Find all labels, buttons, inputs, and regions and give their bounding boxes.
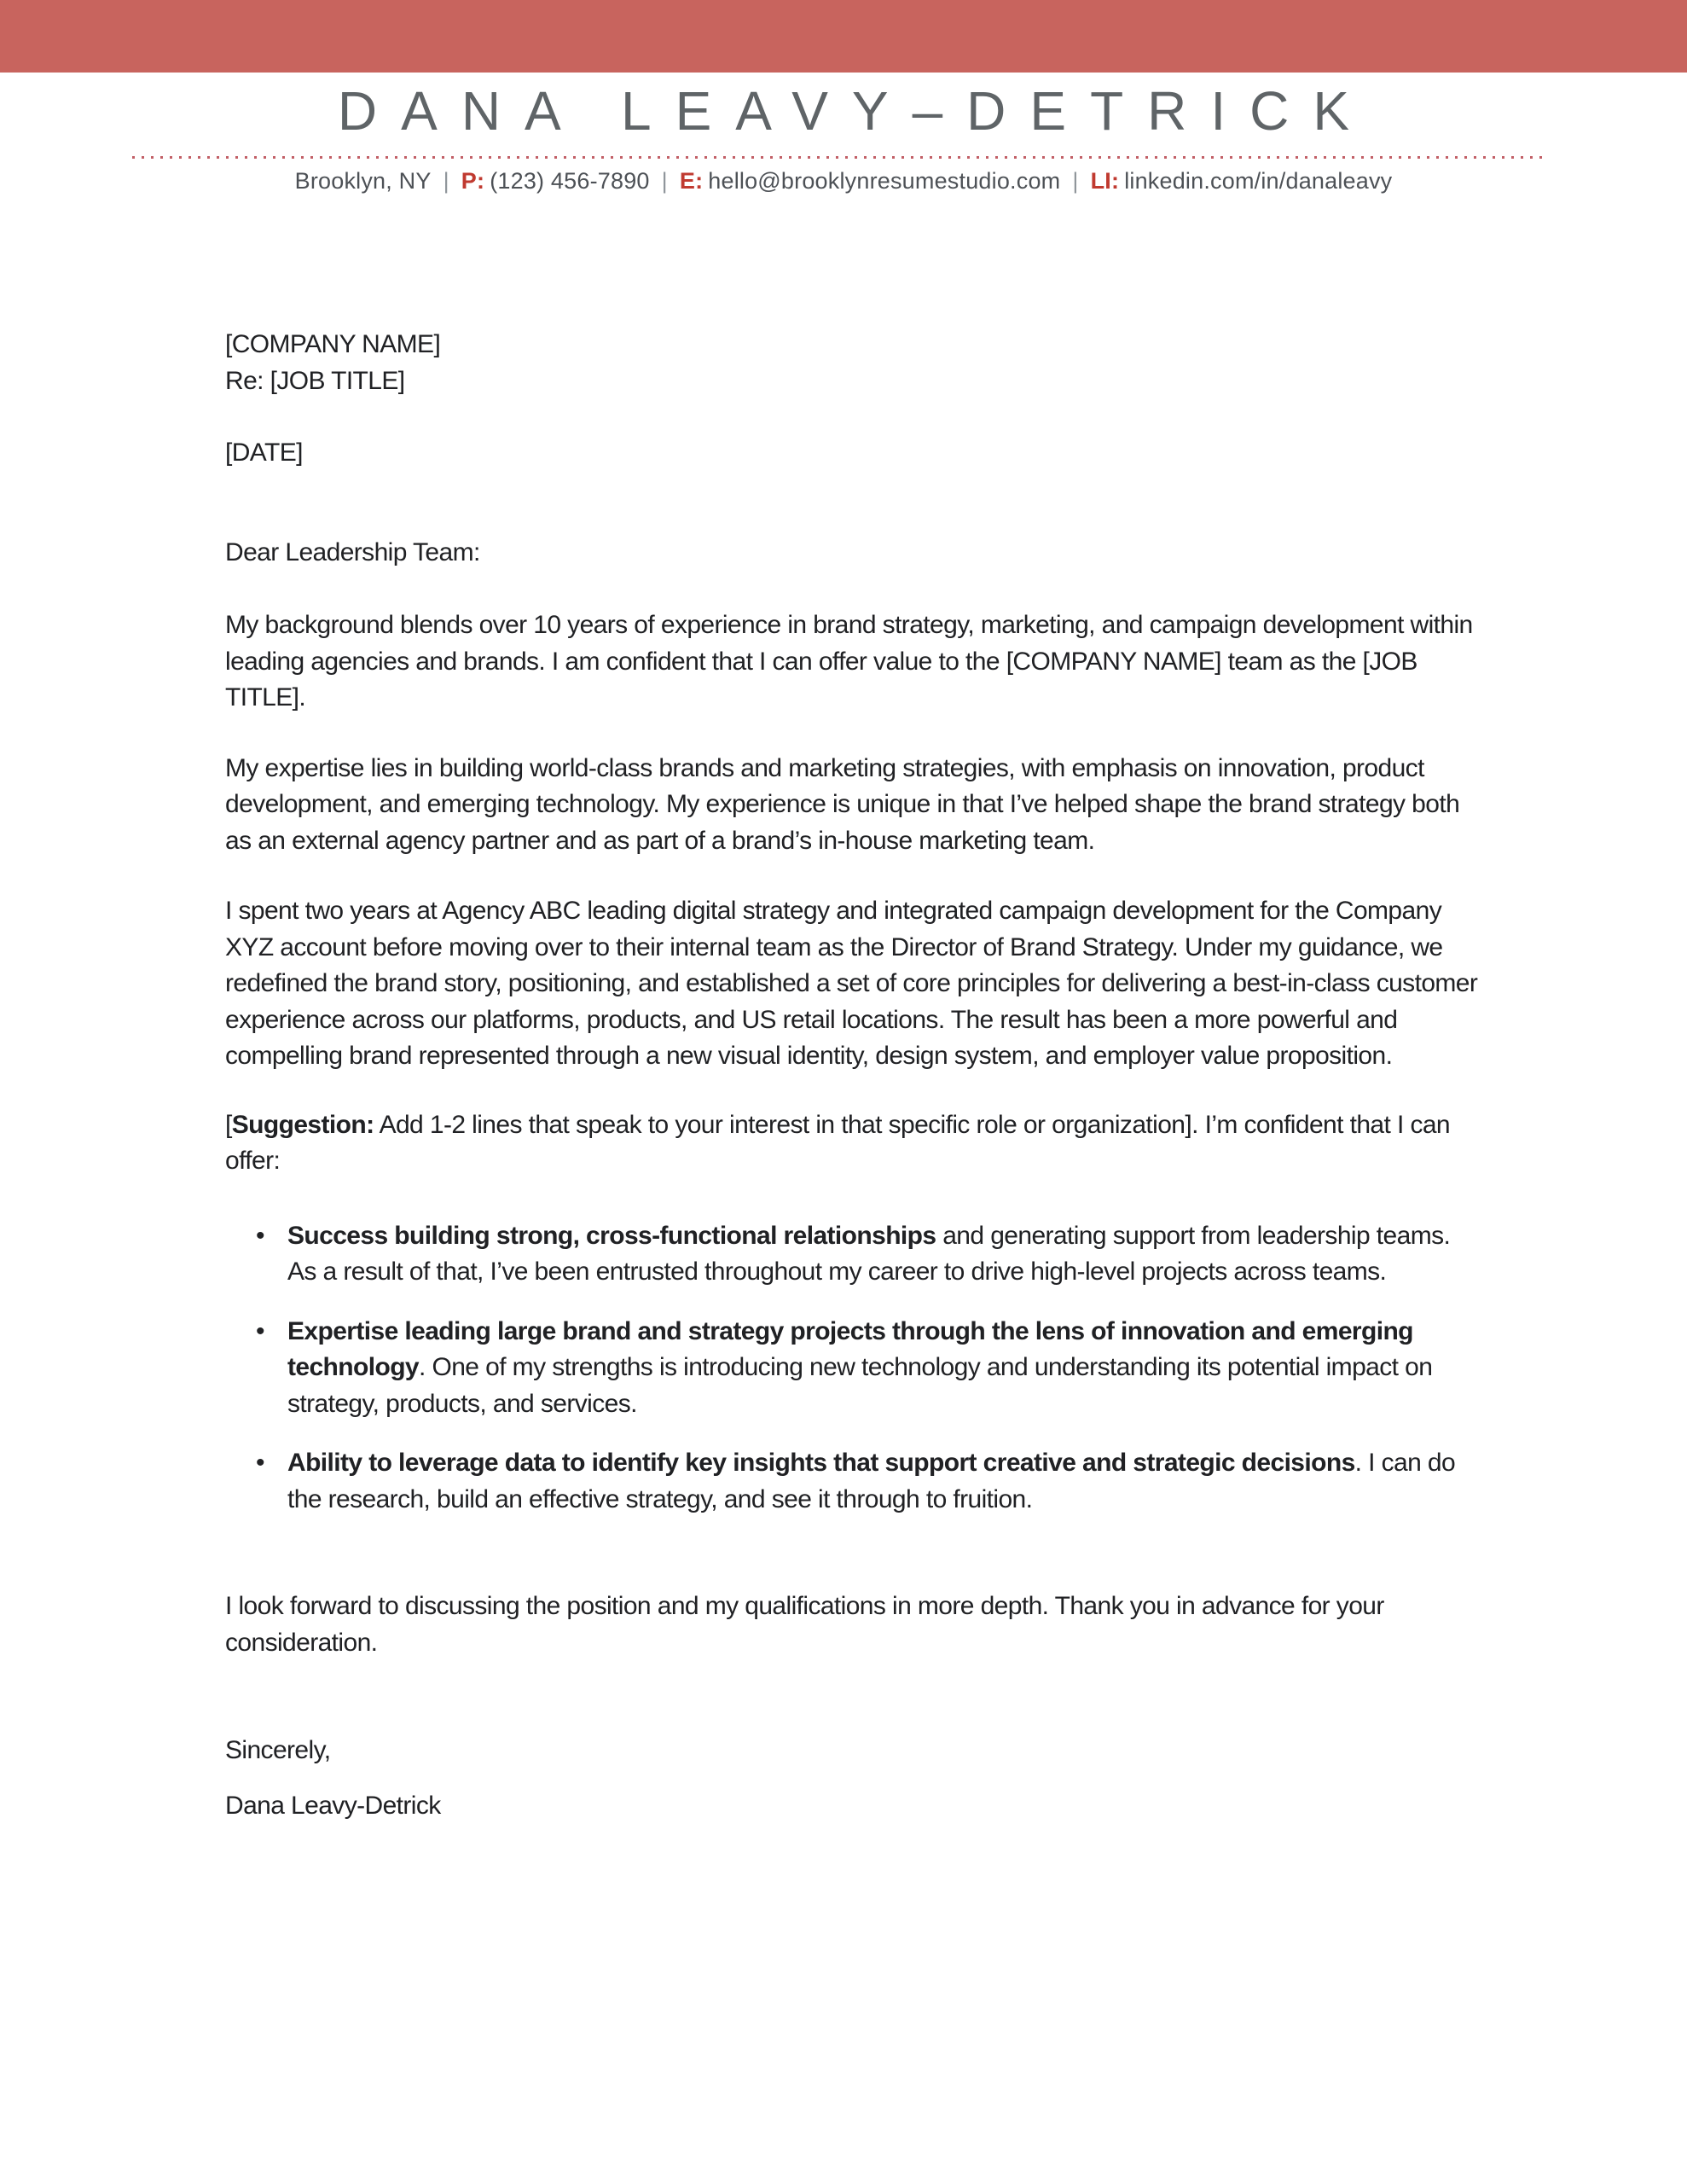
bullet-rest: . One of my strengths is introducing new technology and understanding its potential impact on strategy, products, and services.: [287, 1353, 1433, 1418]
linkedin-label: LI:: [1090, 168, 1120, 194]
letter-date: [DATE]: [225, 439, 303, 467]
bullet-rest: and generating support from leadership teams. As a result of that, I’ve been entrusted throughout my career to drive high-level projects across teams.: [287, 1221, 1451, 1286]
bullet-bold: Success building strong, cross-functional relationships: [287, 1221, 936, 1250]
bullet-bold: Expertise leading large brand and strategy projects through the lens of innovation and emerging technology: [287, 1316, 1413, 1381]
bullet-bold: Ability to leverage data to identify key insights that support creative and strategic decisions: [287, 1449, 1355, 1477]
suggestion-rest: Add 1-2 lines that speak to your interest in that specific role or organization]. I’m confident that I can offer:: [225, 1110, 1451, 1175]
valediction: Sincerely,: [225, 1736, 331, 1764]
contact-line: [0, 166, 1687, 196]
letter-body: [225, 327, 1479, 1824]
email-label: E:: [679, 168, 704, 194]
paragraph-2: My expertise lies in building world-class brands and marketing strategies, with emphasis on innovation, product development, and emerging technology. My experience is unique in that I’ve helped shape the brand strategy both as an external agency partner and as part of a brand’s in-house marketing team.: [225, 753, 1460, 855]
contact-email: hello@brooklynresumestudio.com: [708, 168, 1061, 194]
phone-label: P:: [461, 168, 485, 194]
contact-phone: (123) 456-7890: [490, 168, 650, 194]
recipient-block: [225, 327, 1479, 399]
dotted-divider: [132, 156, 1546, 159]
recipient-subject: Re: [JOB TITLE]: [225, 366, 405, 395]
bullet-item: [287, 1314, 1479, 1423]
contact-separator: |: [661, 168, 668, 194]
contact-separator: |: [443, 168, 449, 194]
bullet-item: [287, 1445, 1479, 1518]
bullet-rest: . I can do the research, build an effective strategy, and see it through to fruition.: [287, 1449, 1456, 1513]
contact-location: Brooklyn, NY: [294, 168, 432, 194]
letterhead: [0, 79, 1687, 196]
contact-separator: |: [1072, 168, 1079, 194]
salutation: Dear Leadership Team:: [225, 537, 480, 566]
recipient-company: [COMPANY NAME]: [225, 330, 441, 358]
closing-paragraph: I look forward to discussing the position and my qualifications in more depth. Thank you in advance for your consideration.: [225, 1592, 1384, 1657]
paragraph-1: My background blends over 10 years of experience in brand strategy, marketing, and campaign development within leading agencies and brands. I am confident that I can offer value to the [COMPANY NAME] team as the [JOB TITLE].: [225, 611, 1473, 712]
person-name: DANA LEAVY–DETRICK: [337, 80, 1374, 142]
paragraph-3: I spent two years at Agency ABC leading digital strategy and integrated campaign development for the Company XYZ account before moving over to their internal team as the Director of Brand Strategy. Under my guidance, we redefined the brand story, positioning, and established a set of core principles for delivering a best-in-class customer experience across our platforms, products, and US retail locations. The result has been a more powerful and compelling brand represented through a new visual identity, design system, and employer value proposition.: [225, 897, 1478, 1070]
suggestion-prefix: [: [225, 1110, 232, 1139]
suggestion-bold: Suggestion:: [231, 1110, 374, 1139]
contact-linkedin: linkedin.com/in/danaleavy: [1124, 168, 1393, 194]
bullet-item: [287, 1218, 1479, 1291]
signature-name: Dana Leavy-Detrick: [225, 1791, 441, 1820]
header-accent-bar: [0, 0, 1687, 73]
suggestion-paragraph: [225, 1107, 1479, 1180]
qualification-bullets: [225, 1218, 1479, 1519]
